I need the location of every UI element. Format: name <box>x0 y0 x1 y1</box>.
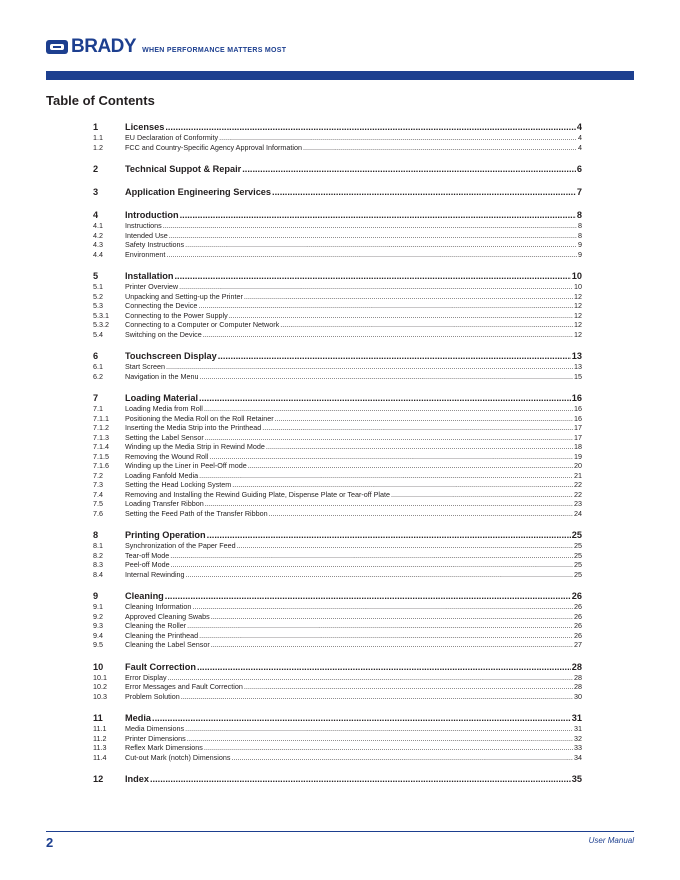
toc-leader-dots <box>200 372 573 382</box>
toc-leader-dots <box>171 560 573 570</box>
toc-entry-page: 12 <box>574 301 582 310</box>
toc-entry-title: Media <box>125 713 152 723</box>
toc-entry-title: Cut-out Mark (notch) Dimensions <box>125 752 231 762</box>
toc-entry-number: 6.1 <box>93 362 103 371</box>
toc-entry-number: 8.3 <box>93 560 103 569</box>
toc-entry-title: Winding up the Liner in Peel-Off mode <box>125 461 247 470</box>
toc-leader-dots <box>204 743 573 753</box>
toc-entry-page: 28 <box>571 661 582 672</box>
toc-entry-page: 35 <box>571 774 582 784</box>
header-bar <box>46 71 634 80</box>
toc-section <box>93 392 582 518</box>
toc-leader-dots <box>180 209 576 221</box>
toc-entry-title: Unpacking and Setting-up the Printer <box>125 291 243 301</box>
toc-entry-title: Approved Cleaning Swabs <box>125 611 210 621</box>
toc-leader-dots <box>199 631 573 641</box>
toc-chapter-entry[interactable] <box>93 350 582 362</box>
toc-entry-title: Technical Suppot & Repair <box>125 164 242 174</box>
toc-entry-number: 8.4 <box>93 569 103 579</box>
toc-leader-dots <box>204 404 573 414</box>
toc-entry-title: Removing the Wound Roll <box>125 451 209 461</box>
toc-entry-number: 5.4 <box>93 329 103 339</box>
toc-subsection-entry[interactable] <box>93 461 582 471</box>
toc-entry-page: 7 <box>576 187 582 197</box>
toc-subsection-entry[interactable] <box>93 320 582 330</box>
toc-chapter-entry[interactable] <box>93 392 582 404</box>
toc-entry-page: 12 <box>574 320 582 329</box>
toc-leader-dots <box>207 529 571 541</box>
toc-entry-title: Cleaning Information <box>125 602 192 611</box>
toc-subsection-entry[interactable] <box>93 240 582 250</box>
toc-entry-number: 5.3.1 <box>93 310 109 320</box>
toc-section <box>93 121 582 152</box>
toc-entry-number: 11 <box>93 713 103 723</box>
toc-entry-page: 4 <box>578 133 582 142</box>
toc-chapter-entry[interactable] <box>93 590 582 602</box>
toc-entry-page: 31 <box>571 713 582 723</box>
toc-subsection-entry[interactable] <box>93 292 582 302</box>
toc-entry-title: Loading Fanfold Media <box>125 470 199 480</box>
toc-leader-dots <box>187 621 573 631</box>
toc-entry-page: 26 <box>574 602 582 611</box>
toc-entry-number: 11.4 <box>93 752 107 762</box>
toc-entry-title: Setting the Label Sensor <box>125 432 204 442</box>
toc-leader-dots <box>275 414 573 424</box>
toc-entry-page: 17 <box>574 432 582 442</box>
toc-entry-number: 7.1 <box>93 404 103 413</box>
toc-leader-dots <box>168 673 573 683</box>
toc-entry-title: Index <box>125 774 149 784</box>
toc-entry-number: 7.1.4 <box>93 442 109 451</box>
toc-subsection-entry[interactable] <box>93 692 582 702</box>
toc-leader-dots <box>175 270 571 282</box>
toc-entry-number: 7.1.3 <box>93 432 109 442</box>
toc-entry-page: 28 <box>574 672 582 682</box>
toc-section <box>93 163 582 175</box>
toc-entry-page: 22 <box>574 489 582 499</box>
toc-entry-number: 9.2 <box>93 611 103 621</box>
toc-entry-number: 7.2 <box>93 470 103 480</box>
toc-entry-title: Licenses <box>125 122 165 132</box>
toc-entry-page: 8 <box>578 230 582 240</box>
toc-entry-title: Loading Media from Roll <box>125 404 203 413</box>
toc-subsection-entry[interactable] <box>93 372 582 382</box>
toc-subsection-entry[interactable] <box>93 330 582 340</box>
toc-leader-dots <box>179 282 573 292</box>
toc-subsection-entry[interactable] <box>93 640 582 650</box>
toc-chapter-entry[interactable] <box>93 270 582 282</box>
toc-leader-dots <box>219 133 577 143</box>
brand-name: BRADY <box>71 36 137 57</box>
toc-entry-page: 27 <box>574 640 582 649</box>
toc-leader-dots <box>192 602 573 612</box>
toc-entry-number: 4.2 <box>93 230 103 240</box>
toc-section <box>93 712 582 762</box>
toc-entry-title: Switching on the Device <box>125 329 202 339</box>
toc-subsection-entry[interactable] <box>93 499 582 509</box>
page-title: Table of Contents <box>46 93 155 108</box>
toc-entry-page: 26 <box>574 621 582 630</box>
toc-entry-page: 34 <box>574 752 582 762</box>
toc-entry-title: Navigation in the Menu <box>125 371 199 381</box>
toc-subsection-entry[interactable] <box>93 433 582 443</box>
toc-entry-title: Removing and Installing the Rewind Guiding Plate, Dispense Plate or Tear-off Plate <box>125 489 391 499</box>
toc-entry-title: Printer Overview <box>125 282 179 291</box>
toc-subsection-entry[interactable] <box>93 133 582 143</box>
toc-subsection-entry[interactable] <box>93 724 582 734</box>
toc-entry-title: Printing Operation <box>125 530 206 540</box>
toc-leader-dots <box>150 773 571 785</box>
toc-entry-title: Setting the Feed Path of the Transfer Ribbon <box>125 508 268 518</box>
brand-tagline: WHEN PERFORMANCE MATTERS MOST <box>142 47 287 54</box>
toc-entry-number: 11.1 <box>93 724 107 733</box>
toc-entry-page: 26 <box>574 630 582 640</box>
toc-entry-page: 22 <box>574 480 582 489</box>
toc-leader-dots <box>266 442 573 452</box>
toc-entry-title: FCC and Country-Specific Agency Approval Information <box>125 142 302 152</box>
toc-entry-page: 26 <box>571 591 582 601</box>
toc-section <box>93 661 582 702</box>
toc-leader-dots <box>165 590 571 602</box>
toc-entry-number: 8 <box>93 530 99 540</box>
toc-leader-dots <box>197 661 571 673</box>
toc-entry-number: 8.1 <box>93 541 103 550</box>
toc-entry-page: 16 <box>571 393 582 403</box>
toc-entry-number: 7.6 <box>93 508 103 518</box>
toc-entry-page: 17 <box>574 423 582 432</box>
toc-entry-title: Error Messages and Fault Correction <box>125 682 243 691</box>
toc-subsection-entry[interactable] <box>93 602 582 612</box>
toc-entry-number: 11.2 <box>93 733 107 743</box>
toc-leader-dots <box>244 682 573 692</box>
toc-subsection-entry[interactable] <box>93 734 582 744</box>
toc-entry-title: Tear-off Mode <box>125 550 170 560</box>
toc-leader-dots <box>163 221 577 231</box>
toc-chapter-entry[interactable] <box>93 661 582 673</box>
toc-leader-dots <box>203 330 573 340</box>
toc-subsection-entry[interactable] <box>93 673 582 683</box>
toc-entry-page: 4 <box>578 142 582 152</box>
toc-entry-title: EU Declaration of Conformity <box>125 133 219 142</box>
toc-entry-number: 9.4 <box>93 630 103 640</box>
toc-entry-page: 28 <box>574 682 582 691</box>
toc-subsection-entry[interactable] <box>93 143 582 153</box>
toc-leader-dots <box>205 433 573 443</box>
page-number: 2 <box>46 835 54 850</box>
toc-subsection-entry[interactable] <box>93 509 582 519</box>
toc-leader-dots <box>152 712 571 724</box>
toc-subsection-entry[interactable] <box>93 560 582 570</box>
toc-entry-page: 25 <box>574 541 582 550</box>
toc-entry-title: Loading Material <box>125 393 198 403</box>
toc-leader-dots <box>169 231 577 241</box>
toc-entry-title: Peel-off Mode <box>125 560 170 569</box>
toc-entry-page: 15 <box>574 371 582 381</box>
toc-leader-dots <box>262 423 573 433</box>
toc-leader-dots <box>186 570 573 580</box>
toc-entry-number: 7.1.6 <box>93 461 109 470</box>
toc-entry-number: 5.3.2 <box>93 320 109 329</box>
toc-entry-page: 18 <box>574 442 582 451</box>
toc-leader-dots <box>199 471 573 481</box>
toc-entry-number: 8.2 <box>93 550 103 560</box>
toc-entry-title: Installation <box>125 271 174 281</box>
toc-entry-number: 10.1 <box>93 672 107 682</box>
document-label: User Manual <box>588 836 634 845</box>
toc-entry-page: 19 <box>574 451 582 461</box>
toc-entry-title: Error Display <box>125 672 167 682</box>
toc-subsection-entry[interactable] <box>93 551 582 561</box>
toc-subsection-entry[interactable] <box>93 301 582 311</box>
toc-leader-dots <box>303 143 577 153</box>
toc-leader-dots <box>166 362 573 372</box>
toc-entry-page: 13 <box>574 362 582 371</box>
toc-entry-title: Connecting the Device <box>125 301 198 310</box>
toc-subsection-entry[interactable] <box>93 282 582 292</box>
toc-entry-page: 12 <box>574 329 582 339</box>
toc-section <box>93 270 582 339</box>
toc-chapter-entry[interactable] <box>93 209 582 221</box>
toc-entry-number: 7.4 <box>93 489 103 499</box>
toc-entry-page: 30 <box>574 691 582 701</box>
toc-subsection-entry[interactable] <box>93 250 582 260</box>
toc-entry-number: 9.3 <box>93 621 103 630</box>
toc-subsection-entry[interactable] <box>93 631 582 641</box>
toc-entry-page: 9 <box>578 240 582 249</box>
toc-leader-dots <box>211 640 573 650</box>
toc-entry-title: Reflex Mark Dimensions <box>125 743 203 752</box>
toc-entry-page: 4 <box>576 122 582 132</box>
toc-entry-number: 7.3 <box>93 480 103 489</box>
toc-leader-dots <box>218 350 571 362</box>
toc-entry-number: 5.1 <box>93 282 103 291</box>
toc-entry-page: 33 <box>574 743 582 752</box>
toc-entry-title: Environment <box>125 249 166 259</box>
toc-chapter-entry[interactable] <box>93 529 582 541</box>
toc-subsection-entry[interactable] <box>93 231 582 241</box>
toc-entry-page: 32 <box>574 733 582 743</box>
toc-entry-title: Safety Instructions <box>125 240 185 249</box>
toc-section <box>93 590 582 650</box>
toc-subsection-entry[interactable] <box>93 490 582 500</box>
toc-entry-title: Connecting to a Computer or Computer Network <box>125 320 280 329</box>
toc-subsection-entry[interactable] <box>93 570 582 580</box>
toc-subsection-entry[interactable] <box>93 404 582 414</box>
toc-leader-dots <box>185 240 577 250</box>
toc-entry-number: 12 <box>93 774 104 784</box>
toc-entry-title: Touchscreen Display <box>125 351 217 361</box>
toc-entry-number: 4.3 <box>93 240 103 249</box>
toc-entry-number: 4 <box>93 210 99 220</box>
toc-entry-title: Media Dimensions <box>125 724 185 733</box>
toc-entry-page: 6 <box>576 164 582 174</box>
toc-entry-page: 25 <box>574 550 582 560</box>
toc-entry-title: Connecting to the Power Supply <box>125 310 228 320</box>
toc-entry-number: 7.1.2 <box>93 423 109 432</box>
toc-entry-page: 16 <box>574 404 582 413</box>
toc-entry-number: 5 <box>93 271 99 281</box>
toc-chapter-entry[interactable] <box>93 121 582 133</box>
toc-entry-title: Cleaning the Roller <box>125 621 187 630</box>
brady-logo <box>46 37 286 57</box>
toc-subsection-entry[interactable] <box>93 480 582 490</box>
toc-chapter-entry[interactable] <box>93 773 582 785</box>
toc-subsection-entry[interactable] <box>93 311 582 321</box>
toc-entry-title: Positioning the Media Roll on the Roll Retainer <box>125 413 274 423</box>
toc-leader-dots <box>199 392 571 404</box>
toc-entry-number: 6 <box>93 351 99 361</box>
toc-subsection-entry[interactable] <box>93 541 582 551</box>
toc-entry-title: Cleaning the Label Sensor <box>125 640 210 649</box>
toc-leader-dots <box>209 452 573 462</box>
toc-subsection-entry[interactable] <box>93 452 582 462</box>
toc-section <box>93 350 582 381</box>
toc-entry-title: Intended Use <box>125 230 168 240</box>
toc-entry-number: 7 <box>93 393 99 403</box>
toc-leader-dots <box>166 250 577 260</box>
toc-entry-page: 20 <box>574 461 582 470</box>
toc-entry-page: 10 <box>574 282 582 291</box>
toc-entry-page: 9 <box>578 249 582 259</box>
toc-leader-dots <box>244 292 573 302</box>
toc-section <box>93 773 582 785</box>
toc-subsection-entry[interactable] <box>93 682 582 692</box>
toc-leader-dots <box>185 724 573 734</box>
toc-entry-page: 25 <box>574 560 582 569</box>
toc-entry-page: 21 <box>574 470 582 480</box>
toc-entry-title: Start Screen <box>125 362 165 371</box>
toc-entry-number: 7.1.1 <box>93 413 109 423</box>
toc-leader-dots <box>181 692 573 702</box>
toc-leader-dots <box>237 541 573 551</box>
toc-entry-number: 10 <box>93 661 104 672</box>
toc-chapter-entry[interactable] <box>93 163 582 175</box>
toc-entry-title: Printer Dimensions <box>125 733 186 743</box>
toc-entry-number: 5.2 <box>93 291 103 301</box>
toc-subsection-entry[interactable] <box>93 414 582 424</box>
toc-entry-number: 3 <box>93 187 99 197</box>
toc-entry-page: 31 <box>574 724 582 733</box>
toc-entry-number: 2 <box>93 164 99 174</box>
toc-entry-title: Application Engineering Services <box>125 187 272 197</box>
toc-leader-dots <box>187 734 573 744</box>
toc-leader-dots <box>165 121 576 133</box>
toc-entry-number: 10.2 <box>93 682 107 691</box>
toc-entry-number: 9.5 <box>93 640 103 649</box>
toc-entry-page: 8 <box>578 221 582 230</box>
toc-leader-dots <box>391 490 573 500</box>
toc-leader-dots <box>205 499 573 509</box>
toc-leader-dots <box>170 551 573 561</box>
toc-entry-title: Synchronization of the Paper Feed <box>125 541 236 550</box>
toc-entry-title: Cleaning the Printhead <box>125 630 199 640</box>
toc-entry-title: Cleaning <box>125 591 164 601</box>
toc-entry-title: Loading Transfer Ribbon <box>125 499 204 508</box>
toc-leader-dots <box>198 301 573 311</box>
toc-entry-page: 25 <box>571 530 582 540</box>
toc-subsection-entry[interactable] <box>93 612 582 622</box>
toc-entry-page: 12 <box>574 291 582 301</box>
toc-entry-page: 26 <box>574 611 582 621</box>
toc-entry-title: Problem Solution <box>125 691 180 701</box>
toc-entry-page: 8 <box>576 210 582 220</box>
toc-entry-number: 7.1.5 <box>93 451 109 461</box>
toc-leader-dots <box>280 320 573 330</box>
toc-chapter-entry[interactable] <box>93 186 582 198</box>
toc-leader-dots <box>269 509 573 519</box>
brady-logo-icon <box>46 39 68 55</box>
toc-leader-dots <box>248 461 573 471</box>
toc-subsection-entry[interactable] <box>93 423 582 433</box>
table-of-contents <box>93 121 582 796</box>
toc-entry-number: 9 <box>93 591 99 601</box>
toc-entry-number: 6.2 <box>93 371 103 381</box>
toc-entry-number: 10.3 <box>93 691 107 701</box>
toc-entry-number: 4.4 <box>93 249 103 259</box>
toc-section <box>93 209 582 259</box>
toc-entry-title: Introduction <box>125 210 179 220</box>
toc-entry-number: 5.3 <box>93 301 103 310</box>
toc-entry-number: 4.1 <box>93 221 103 230</box>
toc-leader-dots <box>229 311 573 321</box>
toc-entry-page: 12 <box>574 310 582 320</box>
toc-section <box>93 186 582 198</box>
toc-entry-title: Inserting the Media Strip into the Printhead <box>125 423 262 432</box>
toc-entry-page: 10 <box>571 271 582 281</box>
toc-entry-title: Fault Correction <box>125 661 196 672</box>
toc-subsection-entry[interactable] <box>93 753 582 763</box>
toc-entry-page: 16 <box>574 413 582 423</box>
toc-entry-number: 1.2 <box>93 142 103 152</box>
toc-entry-page: 23 <box>574 499 582 508</box>
toc-entry-page: 25 <box>574 569 582 579</box>
toc-subsection-entry[interactable] <box>93 221 582 231</box>
toc-subsection-entry[interactable] <box>93 621 582 631</box>
toc-subsection-entry[interactable] <box>93 362 582 372</box>
toc-subsection-entry[interactable] <box>93 442 582 452</box>
toc-subsection-entry[interactable] <box>93 743 582 753</box>
toc-entry-title: Instructions <box>125 221 162 230</box>
toc-entry-number: 9.1 <box>93 602 103 611</box>
toc-leader-dots <box>232 480 573 490</box>
toc-subsection-entry[interactable] <box>93 471 582 481</box>
toc-entry-number: 11.3 <box>93 743 107 752</box>
toc-entry-page: 13 <box>571 351 582 361</box>
toc-chapter-entry[interactable] <box>93 712 582 724</box>
toc-entry-number: 1 <box>93 122 99 132</box>
toc-entry-page: 24 <box>574 508 582 518</box>
footer-divider <box>46 831 634 832</box>
toc-entry-number: 7.5 <box>93 499 103 508</box>
toc-section <box>93 529 582 579</box>
toc-leader-dots <box>231 753 573 763</box>
toc-leader-dots <box>272 186 576 198</box>
toc-entry-title: Internal Rewinding <box>125 569 185 579</box>
toc-leader-dots <box>211 612 573 622</box>
toc-entry-title: Winding up the Media Strip in Rewind Mode <box>125 442 265 451</box>
toc-entry-title: Setting the Head Locking System <box>125 480 232 489</box>
toc-leader-dots <box>242 163 576 175</box>
toc-entry-number: 1.1 <box>93 133 103 142</box>
